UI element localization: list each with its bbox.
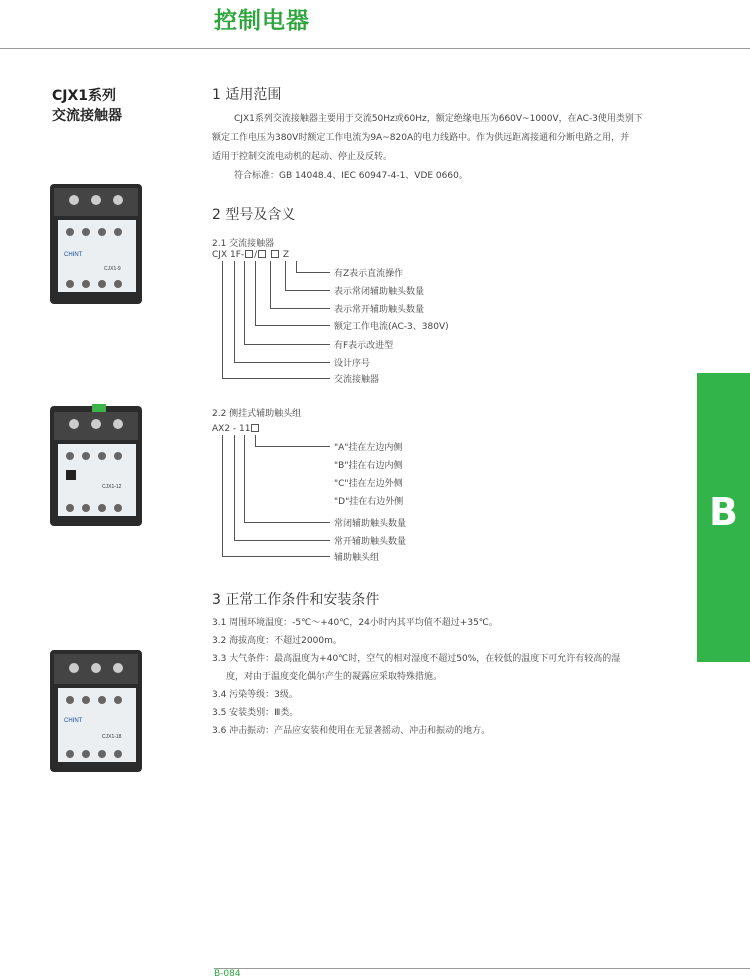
aux-label: "B"挂在右边内侧 <box>334 461 403 471</box>
product-image-cjx1-18 <box>44 646 148 776</box>
code-label: 表示常开辅助触头数量 <box>334 305 425 315</box>
product-image-cjx1-9 <box>44 180 148 308</box>
condition-item: 3.4 污染等级：3级。 <box>212 690 298 700</box>
code-box <box>251 424 259 432</box>
subsection-2-1-title: 2.1 交流接触器 <box>212 239 275 249</box>
condition-item: 3.2 海拔高度：不超过2000m。 <box>212 636 342 646</box>
condition-item: 3.5 安装类别：Ⅲ类。 <box>212 708 299 718</box>
condition-item: 3.6 冲击振动：产品应安装和使用在无显著摇动、冲击和振动的地方。 <box>212 726 491 736</box>
chapter-letter: B <box>709 490 738 534</box>
aux-label: "D"挂在右边外侧 <box>334 497 404 507</box>
section3-title: 3 正常工作条件和安装条件 <box>212 592 380 608</box>
code-prefix: CJX 1F- <box>212 250 245 260</box>
section1-line: CJX1系列交流接触器主要用于交流50Hz或60Hz，额定绝缘电压为660V~1000V，在AC-3使用类别下 <box>234 114 643 124</box>
code-prefix: AX2 - 11 <box>212 424 251 434</box>
aux-label: "C"挂在左边外侧 <box>334 479 403 489</box>
section3-body <box>212 614 696 740</box>
condition-item: 3.3 大气条件：最高温度为+40℃时，空气的相对湿度不超过50%，在较低的温度下可允许有较高的湿 <box>212 654 621 664</box>
footer-divider <box>214 968 750 969</box>
model-code-cjx <box>212 250 289 260</box>
brand-label: CHINT <box>64 252 83 258</box>
header-divider <box>0 48 750 49</box>
section2-title: 2 型号及含义 <box>212 207 296 223</box>
model-label: CJX1-12 <box>102 484 122 490</box>
code-box <box>245 250 253 258</box>
aux-label: "A"挂在左边内侧 <box>334 443 403 453</box>
product-image-cjx1-12 <box>44 402 148 530</box>
product-type: 交流接触器 <box>52 108 122 124</box>
code-box <box>271 250 279 258</box>
subsection-2-2-title: 2.2 侧挂式辅助触头组 <box>212 409 302 419</box>
code-z: Z <box>282 250 290 260</box>
model-code-ax2 <box>212 424 260 434</box>
section1-standard: 符合标准：GB 14048.4、IEC 60947-4-1、VDE 0660。 <box>234 171 468 181</box>
aux-label: 常闭辅助触头数量 <box>334 519 407 529</box>
code-box <box>258 250 266 258</box>
code-label: 交流接触器 <box>334 375 380 385</box>
aux-label: 辅助触头组 <box>334 553 380 563</box>
condition-item: 3.1 周围环境温度：-5℃～+40℃，24小时内其平均值不超过+35℃。 <box>212 618 498 628</box>
code-label: 设计序号 <box>334 359 371 369</box>
section1-title: 1 适用范围 <box>212 87 282 103</box>
aux-label: 常开辅助触头数量 <box>334 537 407 547</box>
page-number: B-084 <box>214 969 241 979</box>
model-label: CJX1-18 <box>102 734 122 740</box>
code-label: 表示常闭辅助触头数量 <box>334 287 425 297</box>
section1-line: 适用于控制交流电动机的起动、停止及反转。 <box>212 152 393 162</box>
section1-body <box>212 110 692 186</box>
code-label: 有Z表示直流操作 <box>334 269 404 279</box>
brand-label: CHINT <box>64 718 83 724</box>
product-name <box>52 86 122 126</box>
code-sep: / <box>254 250 258 260</box>
page-header-title: 控制电器 <box>214 8 310 34</box>
code-label: 额定工作电流(AC-3、380V) <box>334 322 449 332</box>
product-series: CJX1系列 <box>52 88 117 104</box>
model-label: CJX1-9 <box>104 266 121 272</box>
code-label: 有F表示改进型 <box>334 341 394 351</box>
condition-item-continued: 度，对由于温度变化偶尔产生的凝露应采取特殊措施。 <box>226 672 443 682</box>
section1-line: 额定工作电压为380V时额定工作电流为9A~820A的电力线路中。作为供远距离接通和分断电路之用，并 <box>212 133 630 143</box>
